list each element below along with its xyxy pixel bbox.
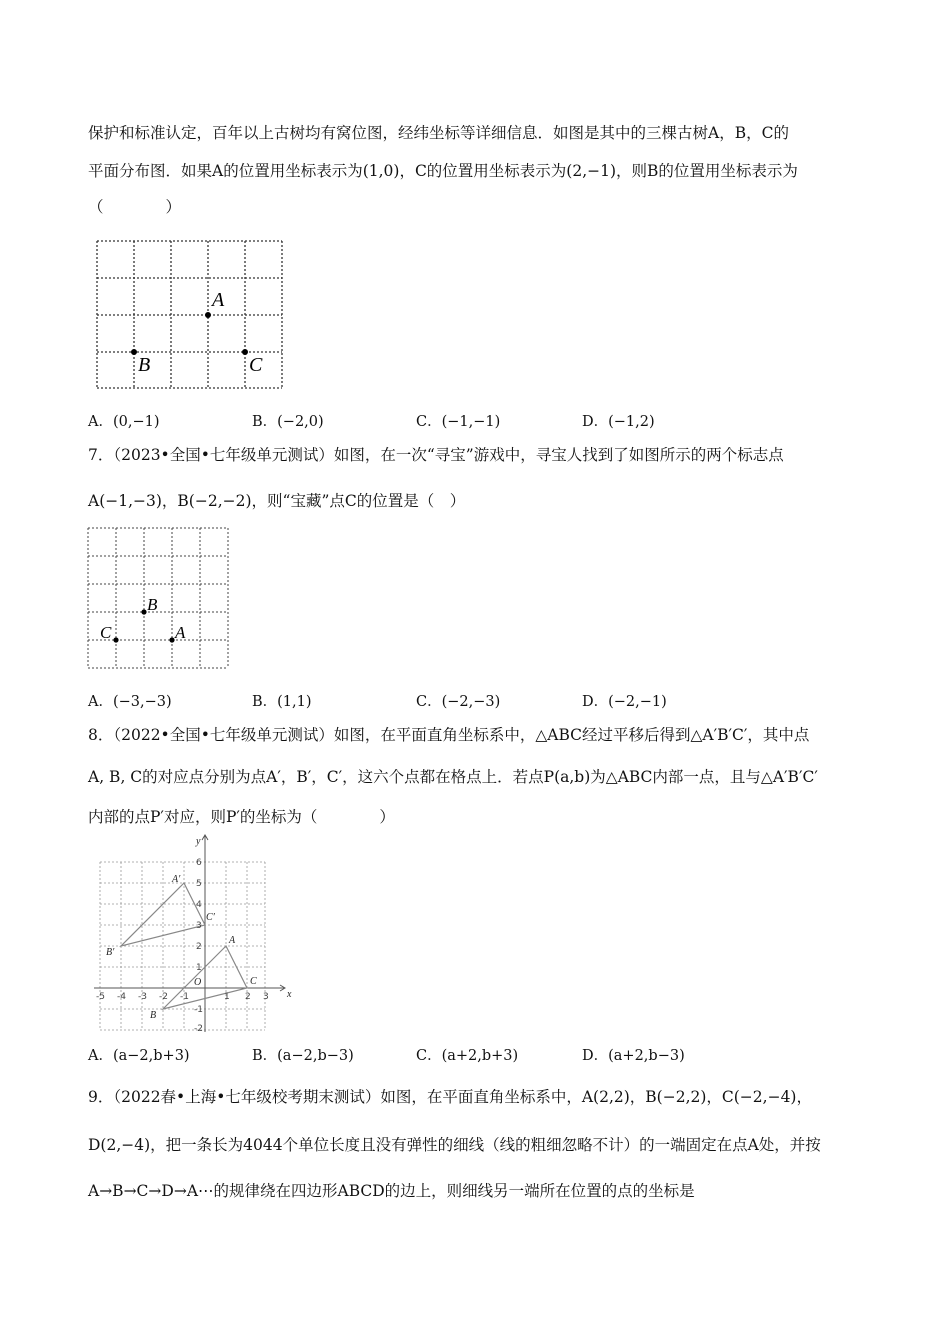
q8-text-line-2: A, B, C的对应点分别为点A′，B′，C′，这六个点都在格点上．若点P(a,b)为△ABC内部一点，且与△A′B′C′ bbox=[88, 768, 818, 786]
q9-text-line-2: D(2,−4)，把一条长为4044个单位长度且没有弹性的细线（线的粗细忽略不计）的一端固定在点A处，并按 bbox=[88, 1136, 821, 1154]
q7-option-d[interactable]: D．(−2,−1) bbox=[582, 694, 667, 710]
q6-option-b[interactable]: B．(−2,0) bbox=[252, 414, 324, 430]
q7-option-a[interactable]: A．(−3,−3) bbox=[88, 694, 172, 710]
q8-coordinate-plane-figure bbox=[88, 832, 298, 1032]
q8-xtick-1: 1 bbox=[224, 992, 230, 1002]
q7-point-a bbox=[169, 637, 174, 642]
q8-xtick-m4: -4 bbox=[117, 992, 126, 1002]
q8-xtick-m1: -1 bbox=[180, 992, 189, 1002]
q8-option-b[interactable]: B．(a−2,b−3) bbox=[252, 1048, 354, 1064]
q6-text-line-2: 平面分布图．如果A的位置用坐标表示为(1,0)，C的位置用坐标表示为(2,−1)，则B的位置用坐标表示为 bbox=[88, 162, 798, 180]
q6-option-c[interactable]: C．(−1,−1) bbox=[416, 414, 501, 430]
q7-label-a: A bbox=[175, 623, 186, 642]
q8-xtick-m2: -2 bbox=[159, 992, 168, 1002]
q6-label-c: C bbox=[249, 354, 263, 376]
q8-xtick-m3: -3 bbox=[138, 992, 147, 1002]
q8-x-axis-label: x bbox=[287, 989, 292, 1000]
q8-ytick-m1: -1 bbox=[194, 1005, 203, 1015]
q8-label-b: B bbox=[150, 1010, 157, 1021]
q8-label-c: C bbox=[250, 976, 257, 987]
q7-option-c[interactable]: C．(−2,−3) bbox=[416, 694, 501, 710]
q7-text-line-1: 7．（2023•全国•七年级单元测试）如图，在一次“寻宝”游戏中，寻宝人找到了如图所示的两个标志点 bbox=[88, 446, 784, 464]
q9-text-line-3: A→B→C→D→A⋯的规律绕在四边形ABCD的边上，则细线另一端所在位置的点的坐标是 bbox=[88, 1182, 695, 1200]
q6-option-a[interactable]: A．(0,−1) bbox=[88, 414, 160, 430]
q9-text-line-1: 9．（2022春•上海•七年级校考期末测试）如图，在平面直角坐标系中，A(2,2)，B(−2,2)，C(−2,−4)， bbox=[88, 1088, 812, 1106]
q8-origin-label: O bbox=[194, 977, 202, 988]
q8-ytick-3: 3 bbox=[196, 921, 202, 931]
q6-tree-grid-figure bbox=[94, 238, 290, 392]
q7-label-b: B bbox=[147, 595, 158, 614]
q6-text-line-3: （ ） bbox=[88, 198, 182, 216]
q8-option-d[interactable]: D．(a+2,b−3) bbox=[582, 1048, 685, 1064]
q6-text-line-1: 保护和标准认定，百年以上古树均有窝位图，经纬坐标等详细信息．如图是其中的三棵古树A，B，C的 bbox=[88, 124, 789, 142]
q8-xtick-3: 3 bbox=[263, 992, 269, 1002]
q8-option-c[interactable]: C．(a+2,b+3) bbox=[416, 1048, 519, 1064]
q7-point-c bbox=[113, 637, 118, 642]
q8-ytick-m2: -2 bbox=[194, 1024, 203, 1032]
q6-point-c bbox=[242, 349, 248, 355]
q7-label-c: C bbox=[100, 623, 112, 642]
q8-text-line-3: 内部的点P′对应，则P′的坐标为（ ） bbox=[88, 808, 395, 826]
q8-option-a[interactable]: A．(a−2,b+3) bbox=[88, 1048, 190, 1064]
q6-option-d[interactable]: D．(−1,2) bbox=[582, 414, 655, 430]
q7-treasure-grid-figure bbox=[86, 526, 232, 672]
q8-label-a-prime: A′ bbox=[172, 874, 181, 885]
q8-label-a: A bbox=[229, 935, 236, 946]
q6-point-b bbox=[131, 349, 137, 355]
q7-option-b[interactable]: B．(1,1) bbox=[252, 694, 312, 710]
q8-xtick-m5: -5 bbox=[96, 992, 105, 1002]
q6-label-a: A bbox=[212, 289, 225, 311]
q8-xtick-2: 2 bbox=[245, 992, 251, 1002]
q6-point-a bbox=[205, 312, 211, 318]
q8-ytick-6: 6 bbox=[196, 858, 202, 868]
q8-ytick-5: 5 bbox=[196, 879, 202, 889]
q8-text-line-1: 8．（2022•全国•七年级单元测试）如图，在平面直角坐标系中，△ABC经过平移后得到△A′B′C′，其中点 bbox=[88, 726, 810, 744]
q6-label-b: B bbox=[138, 354, 151, 376]
q7-point-b bbox=[141, 609, 146, 614]
q7-text-line-2: A(−1,−3)，B(−2,−2)，则“宝藏”点C的位置是（ ） bbox=[88, 492, 466, 510]
q8-label-c-prime: C′ bbox=[206, 912, 215, 923]
q8-ytick-1: 1 bbox=[196, 963, 202, 973]
q8-ytick-2: 2 bbox=[196, 942, 202, 952]
q8-label-b-prime: B′ bbox=[106, 947, 115, 958]
q8-y-axis-label: y bbox=[196, 836, 201, 847]
q8-ytick-4: 4 bbox=[196, 900, 202, 910]
